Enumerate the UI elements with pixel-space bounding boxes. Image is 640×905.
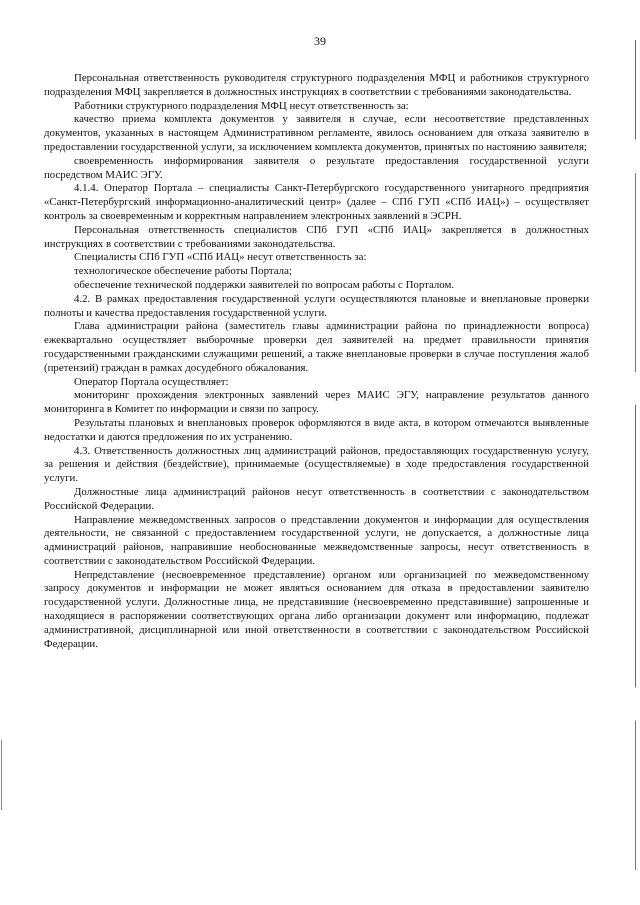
paragraph: Направление межведомственных запросов о представлении документов и информации для осуществления деятельности, не связанной с предоставлением государственной услуги, не допускается, а должностные лица администраций районов, направившие необоснованные межведомственные запросы, несут ответственность в соответствии с законодательством Российской Федерации.	[44, 513, 589, 567]
document-body	[44, 72, 589, 651]
paragraph: Персональная ответственность специалистов СПб ГУП «СПб ИАЦ» закрепляется в должностных инструкциях в соответствии с требованиями законодательства.	[44, 223, 589, 250]
paragraph: качество приема комплекта документов у заявителя в случае, если несоответствие представленных документов, указанных в настоящем Административном регламенте, явилось основанием для отказа заявителю в предоставлении государственной услуги, за исключением комплекта документов, принятых по настоянию заявителя;	[44, 113, 589, 153]
paragraph: 4.1.4. Оператор Портала – специалисты Санкт-Петербургского государственного унитарного предприятия «Санкт-Петербургский информационно-аналитический центр» (далее – СПб ГУП «СПб ИАЦ») – осуществляет контроль за своевременным и корректным направлением электронных заявлений в ЭСРН.	[44, 182, 589, 222]
paragraph: 4.2. В рамках предоставления государственной услуги осуществляются плановые и внеплановые проверки полноты и качества предоставления государственной услуги.	[44, 292, 589, 319]
paragraph: Работники структурного подразделения МФЦ несут ответственность за:	[74, 99, 409, 112]
paragraph: технологическое обеспечение работы Портала;	[74, 265, 292, 278]
paragraph: Результаты плановых и внеплановых проверок оформляются в виде акта, в котором отмечаются выявленные недостатки и даются предложения по их устранению.	[44, 416, 589, 443]
paragraph: мониторинг прохождения электронных заявлений через МАИС ЭГУ, направление результатов данного мониторинга в Комитет по информации и связи по запросу.	[44, 389, 589, 416]
paragraph: Персональная ответственность руководителя структурного подразделения МФЦ и работников структурного подразделения МФЦ закрепляется в должностных инструкциях в соответствии с требованиями законодательства.	[44, 72, 589, 98]
scan-edge-left	[1, 740, 2, 810]
paragraph: Оператор Портала осуществляет:	[74, 375, 229, 388]
page-number: 39	[314, 34, 326, 48]
paragraph: 4.3. Ответственность должностных лиц администраций районов, предоставляющих государственную услугу, за решения и действия (бездействие), принимаемые (осуществляемые) в ходе предоставления государственной услуги.	[44, 444, 589, 485]
paragraph: Непредставление (несвоевременное представление) органом или организацией по межведомственному запросу документов и информации не может являться основанием для отказа в предоставлении заявителю государственной услуги. Должностные лица, не представившие (несвоевременно представившие) запрошенные и находящиеся в распоряжении соответствующих органа либо организации документ или информацию, подлежат административной, дисциплинарной или иной ответственности в соответствии с законодательством Российской Федерации.	[44, 568, 589, 650]
paragraph: обеспечение технической поддержки заявителей по вопросам работы с Порталом.	[74, 278, 455, 291]
paragraph: Специалисты СПб ГУП «СПб ИАЦ» несут ответственность за:	[74, 251, 367, 264]
paragraph: Глава администрации района (заместитель главы администрации района по принадлежности вопроса) ежеквартально осуществляет выборочные проверки дел заявителей на предмет правильности принятия государственными гражданскими служащими решений, а также внеплановые проверки в случае поступления жалоб (претензий) граждан в рамках досудебного обжалования.	[44, 320, 589, 374]
paragraph: Должностные лица администраций районов несут ответственность в соответствии с законодательством Российской Федерации.	[44, 485, 589, 512]
scan-edge-right	[635, 40, 636, 870]
paragraph: своевременность информирования заявителя о результате предоставления государственной услуги посредством МАИС ЭГУ.	[44, 154, 589, 181]
